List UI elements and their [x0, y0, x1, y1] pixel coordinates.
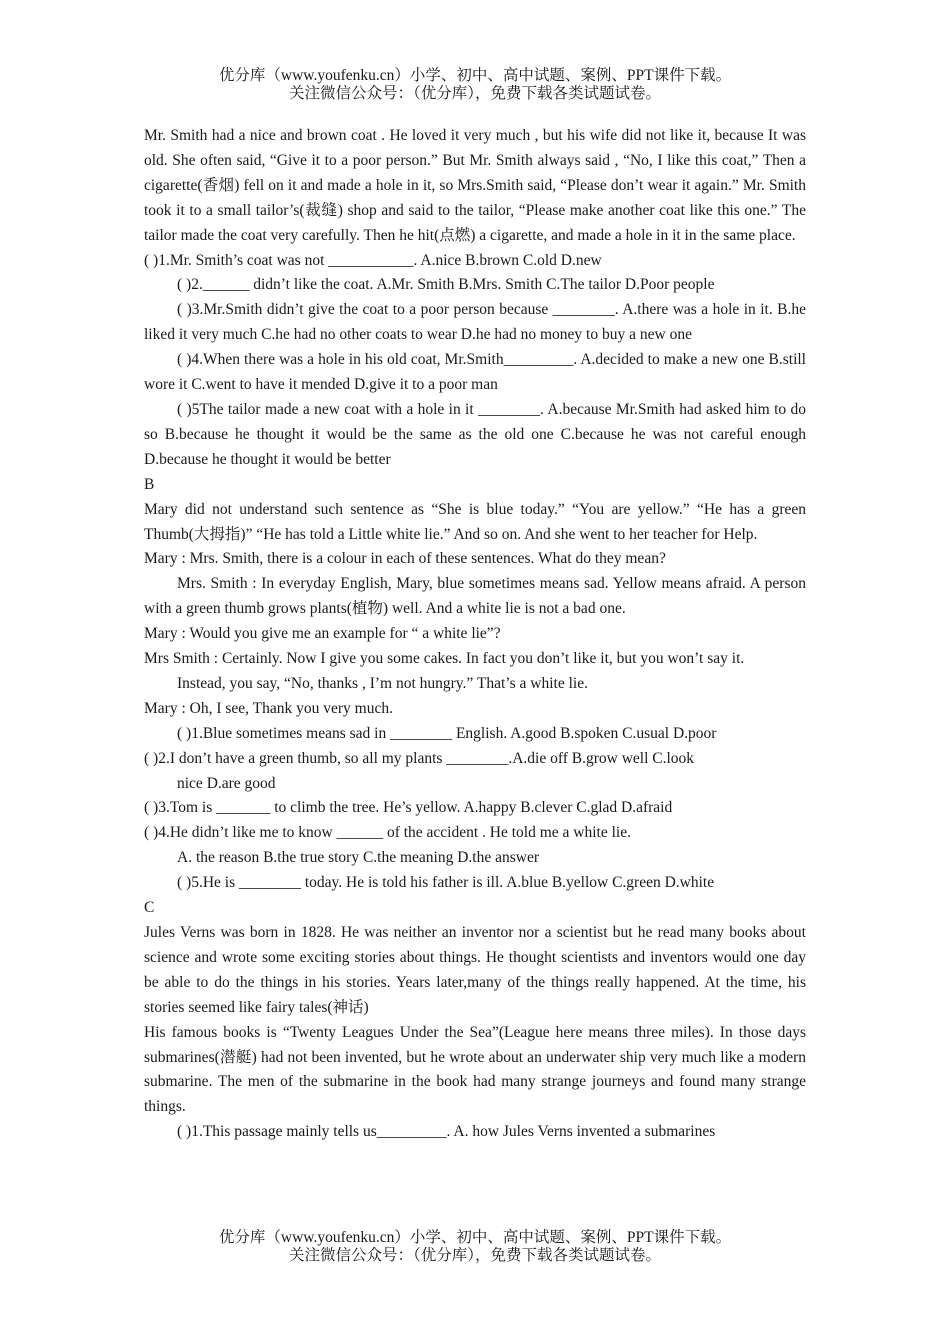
section-b-heading: B — [144, 475, 155, 493]
dialogue-line-6: Mary : Oh, I see, Thank you very much. — [144, 699, 393, 717]
question-a4: ( )4.When there was a hole in his old coat, Mr.Smith_________. A.decided to make a new one B.still wore it C.went to have it mended D.give it to a poor man — [144, 351, 806, 394]
question-b3: ( )3.Tom is _______ to climb the tree. He’s yellow. A.happy B.clever C.glad D.afraid — [144, 799, 673, 817]
header-line-1: 优分库（www.youfenku.cn）小学、初中、高中试题、案例、PPT课件下载。 — [218, 67, 732, 84]
question-b2-cont: nice D.are good — [177, 774, 276, 792]
question-b4-options: A. the reason B.the true story C.the meaning D.the answer — [177, 849, 540, 867]
question-b5: ( )5.He is ________ today. He is told his father is ill. A.blue B.yellow C.green D.white — [177, 874, 715, 892]
passage-c-para-2: His famous books is “Twenty Leagues Under the Sea”(League here means three miles). In those days submarines(潜艇) had not been invented, but he wrote about an underwater ship very much like a modern submarine. The men of the submarine in the book had many strange journeys and found many strange things. — [144, 1023, 806, 1116]
passage-c-para-1: Jules Verns was born in 1828. He was neither an inventor nor a scientist but he read many books about science and wrote some exciting stories about things. He thought scientists and inventors would one day be able to do the things in his stories. Years later,many of the things really happened. At the time, his stories seemed like fairy tales(神话) — [144, 924, 806, 1016]
page-header — [0, 67, 950, 103]
question-a2: ( )2.______ didn’t like the coat. A.Mr. Smith B.Mrs. Smith C.The tailor D.Poor people — [177, 276, 715, 294]
question-b4: ( )4.He didn’t like me to know ______ of the accident . He told me a white lie. — [144, 824, 631, 842]
question-b2: ( )2.I don’t have a green thumb, so all my plants ________.A.die off B.grow well C.look — [144, 749, 695, 767]
question-c1: ( )1.This passage mainly tells us_________. A. how Jules Verns invented a submarines — [177, 1123, 716, 1141]
dialogue-line-1: Mary : Mrs. Smith, there is a colour in each of these sentences. What do they mean? — [144, 550, 666, 568]
passage-b-intro: Mary did not understand such sentence as “She is blue today.” “You are yellow.” “He has a green Thumb(大拇指)” “He has told a Little white lie.” And so on. And she went to her teacher for Help. — [144, 500, 806, 543]
question-a3: ( )3.Mr.Smith didn’t give the coat to a poor person because ________. A.there was a hole in it. B.he liked it very much C.he had no other coats to wear D.he had no money to buy a new one — [144, 301, 806, 344]
dialogue-line-2: Mrs. Smith : In everyday English, Mary, blue sometimes means sad. Yellow means afraid. A person with a green thumb grows plants(植物) well. And a white lie is not a bad one. — [144, 575, 806, 618]
passage-a-text: Mr. Smith had a nice and brown coat . He loved it very much , but his wife did not like it, because It was old. She often said, “Give it to a poor person.” But Mr. Smith always said , “No, I like this coat,” Then a cigarette(香烟) fell on it and made a hole in it, so Mrs.Smith said, “Please don’t wear it again.” Mr. Smith took it to a small tailor’s(裁缝) shop and said to the tailor, “Please make another coat like this one.” The tailor made the coat very carefully. Then he hit(点燃) a cigarette, and made a hole in it in the same place. — [144, 127, 806, 244]
section-c-heading: C — [144, 899, 155, 917]
dialogue-line-4: Mrs Smith : Certainly. Now I give you some cakes. In fact you don’t like it, but you won’t say it. — [144, 650, 745, 668]
page-footer — [0, 1229, 950, 1265]
dialogue-line-3: Mary : Would you give me an example for “ a white lie”? — [144, 625, 501, 643]
question-a5: ( )5The tailor made a new coat with a hole in it ________. A.because Mr.Smith had asked him to do so B.because he thought it would be the same as the old one C.because he was not careful enough D.because he thought it would be better — [144, 400, 806, 468]
footer-line-2: 关注微信公众号：（优分库），免费下载各类试题试卷。 — [288, 1247, 661, 1264]
question-a1: ( )1.Mr. Smith’s coat was not ___________. A.nice B.brown C.old D.new — [144, 251, 602, 269]
footer-line-1: 优分库（www.youfenku.cn）小学、初中、高中试题、案例、PPT课件下载。 — [218, 1229, 732, 1246]
dialogue-line-5: Instead, you say, “No, thanks , I’m not hungry.” That’s a white lie. — [177, 674, 588, 692]
header-line-2: 关注微信公众号：（优分库），免费下载各类试题试卷。 — [288, 85, 661, 102]
document-body — [144, 124, 806, 1145]
question-b1: ( )1.Blue sometimes means sad in ________ English. A.good B.spoken C.usual D.poor — [177, 724, 717, 742]
